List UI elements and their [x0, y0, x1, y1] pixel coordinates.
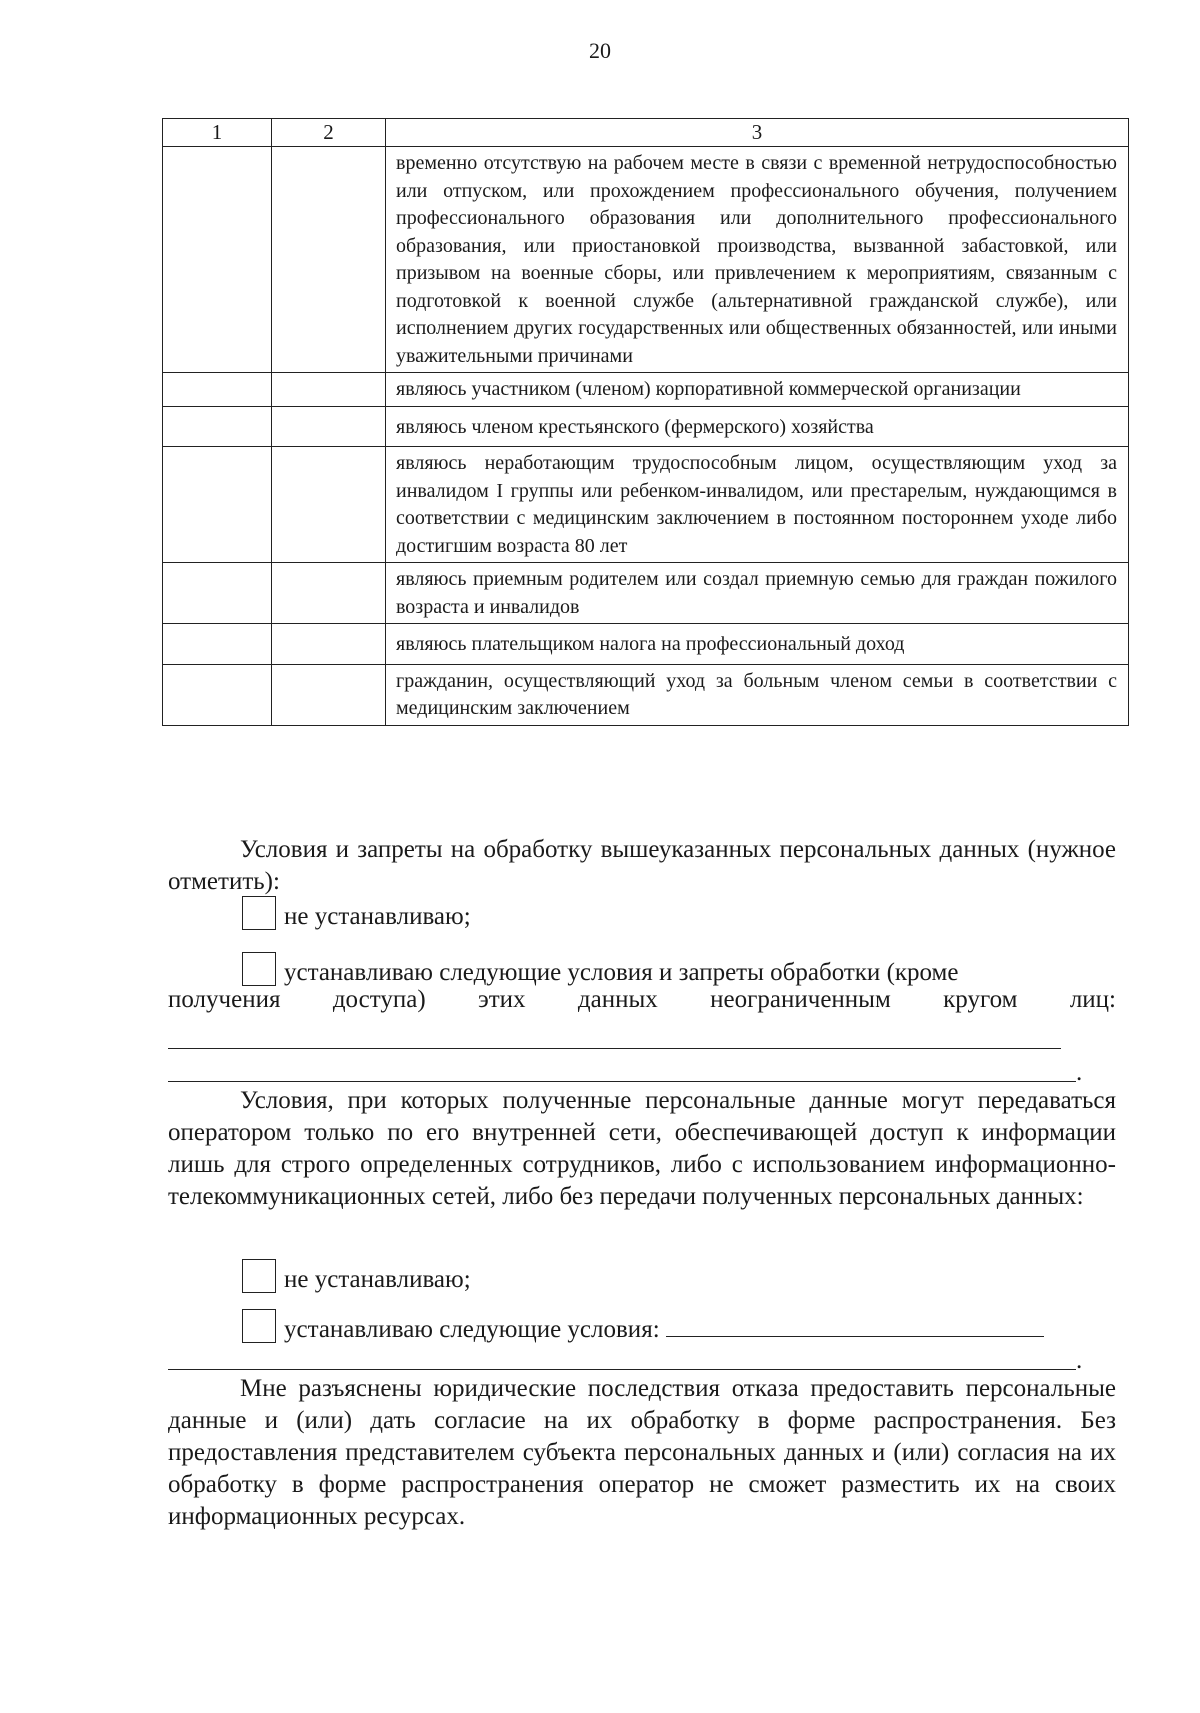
- table-row: [163, 664, 1129, 725]
- table-row: [163, 406, 1129, 447]
- conditions-option-1: [242, 896, 471, 933]
- table-cell-empty[interactable]: [272, 624, 386, 665]
- conditions-intro: Условия и запреты на обработку вышеуказанных персональных данных (нужное отметить):: [168, 836, 1116, 895]
- checkbox-not-set[interactable]: [242, 896, 276, 930]
- status-table: [162, 118, 1129, 726]
- checkbox-network-set[interactable]: [242, 1309, 276, 1343]
- table-row: [163, 147, 1129, 373]
- table-row: [163, 447, 1129, 563]
- network-option-2-label: устанавливаю следующие условия:: [284, 1316, 660, 1343]
- table-header-col-1: 1: [163, 119, 272, 147]
- table-cell-text: являюсь участником (членом) корпоративной коммерческой организации: [386, 373, 1129, 407]
- legal-consequences-paragraph: Мне разъяснены юридические последствия отказа предоставить персональные данные и (или) дать согласие на их обработку в форме распространения. Без предоставления представителем субъекта персональных данных и (или) согласия на их обработку в форме распространения оператор не сможет разместить их на своих информационных ресурсах.: [168, 1375, 1116, 1530]
- table-cell-empty[interactable]: [272, 406, 386, 447]
- conditions-option-2-label: устанавливаю следующие условия и запреты обработки (кроме: [284, 959, 959, 986]
- table-cell-empty[interactable]: [163, 563, 272, 624]
- line-end-dot: .: [1076, 1347, 1083, 1374]
- table-cell-empty[interactable]: [272, 147, 386, 373]
- table-row: [163, 624, 1129, 665]
- network-option-1: [242, 1259, 471, 1296]
- network-fill-line-2[interactable]: [168, 1369, 1076, 1370]
- network-fill-line-inline[interactable]: [666, 1312, 1044, 1337]
- table-row: [163, 563, 1129, 624]
- table-cell-empty[interactable]: [272, 447, 386, 563]
- table-cell-empty[interactable]: [272, 373, 386, 407]
- table-row: [163, 373, 1129, 407]
- table-header-col-2: 2: [272, 119, 386, 147]
- table-cell-text: временно отсутствую на рабочем месте в связи с временной нетрудоспособностью или отпуском, или прохождением профессионального обучения, получением профессионального образования или дополнительного профессионального образования, или приостановкой производства, вызванной забастовкой, или призывом на военные сборы, или привлечением к мероприятиям, связанным с подготовкой к военной службе (альтернативной гражданской службе), или исполнением других государственных или общественных обязанностей, или иными уважительными причинами: [386, 147, 1129, 373]
- table-cell-empty[interactable]: [163, 373, 272, 407]
- table-cell-text: являюсь неработающим трудоспособным лицом, осуществляющим уход за инвалидом I группы или ребенком-инвалидом, или престарелым, нуждающимся в соответствии с медицинским заключением в постоянном постороннем уходе либо достигшим возраста 80 лет: [386, 447, 1129, 563]
- table-cell-empty[interactable]: [163, 447, 272, 563]
- network-option-2: [242, 1309, 1044, 1346]
- conditions-fill-line-1[interactable]: [168, 1048, 1061, 1049]
- conditions-option-2-continuation: получения доступа) этих данных неограниченным кругом лиц:: [168, 986, 1116, 1013]
- table-cell-empty[interactable]: [163, 624, 272, 665]
- table-cell-text: являюсь приемным родителем или создал приемную семью для граждан пожилого возраста и инвалидов: [386, 563, 1129, 624]
- table-cell-empty[interactable]: [163, 406, 272, 447]
- table-header-col-3: 3: [386, 119, 1129, 147]
- page-number: 20: [589, 38, 611, 63]
- table-cell-text: являюсь членом крестьянского (фермерского) хозяйства: [386, 406, 1129, 447]
- table-cell-empty[interactable]: [272, 664, 386, 725]
- network-conditions-intro: Условия, при которых полученные персональные данные могут передаваться оператором только по его внутренней сети, обеспечивающей доступ к информации лишь для строго определенных сотрудников, либо с использованием информационно-телекоммуникационных сетей, либо без передачи полученных персональных данных:: [168, 1087, 1116, 1210]
- checkbox-network-not-set[interactable]: [242, 1259, 276, 1293]
- table-cell-empty[interactable]: [163, 664, 272, 725]
- line-end-dot: .: [1076, 1059, 1083, 1086]
- table-cell-empty[interactable]: [163, 147, 272, 373]
- network-option-1-label: не устанавливаю;: [284, 1266, 471, 1293]
- conditions-fill-line-2[interactable]: [168, 1081, 1076, 1082]
- checkbox-set-conditions[interactable]: [242, 952, 276, 986]
- table-header-row: [163, 119, 1129, 147]
- table-cell-empty[interactable]: [272, 563, 386, 624]
- table-cell-text: являюсь плательщиком налога на профессиональный доход: [386, 624, 1129, 665]
- conditions-option-1-label: не устанавливаю;: [284, 903, 471, 930]
- table-cell-text: гражданин, осуществляющий уход за больным членом семьи в соответствии с медицинским заключением: [386, 664, 1129, 725]
